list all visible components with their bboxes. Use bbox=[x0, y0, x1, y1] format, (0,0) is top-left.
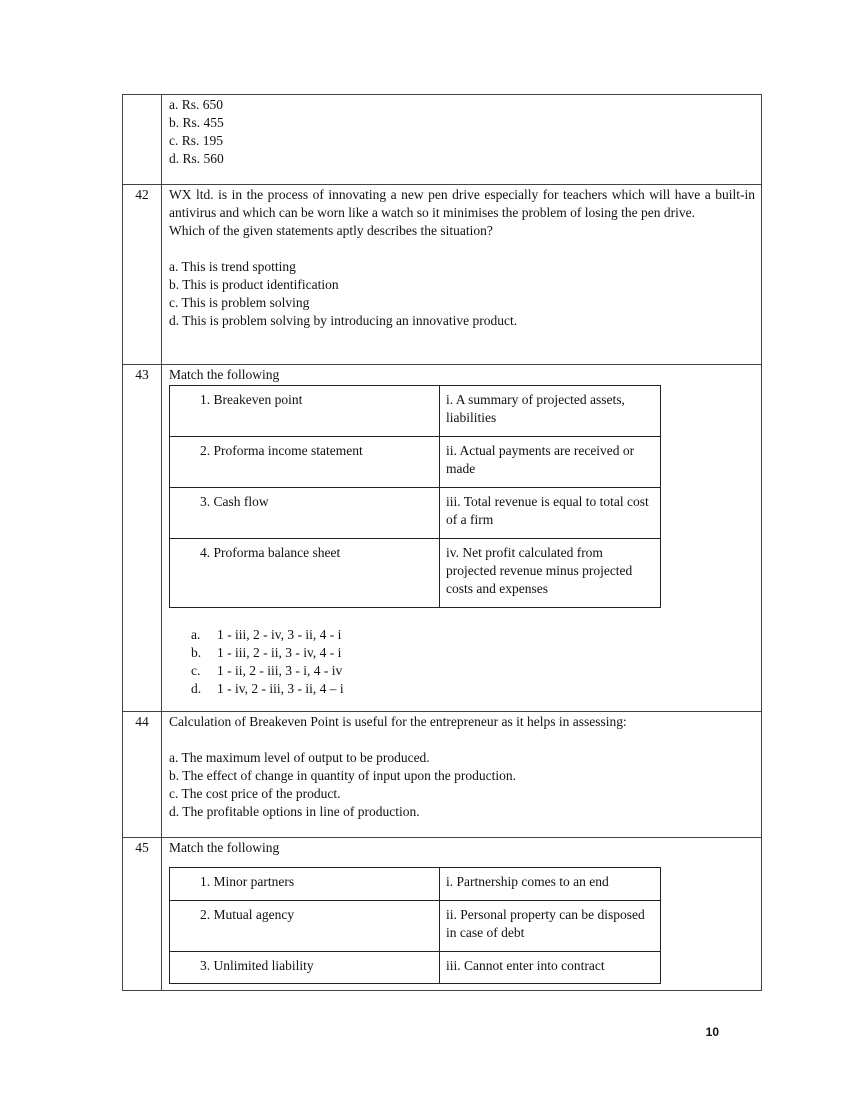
match-left: 2. Mutual agency bbox=[170, 901, 440, 952]
question-table bbox=[122, 94, 762, 991]
question-prompt: Match the following bbox=[169, 840, 280, 855]
option-list bbox=[169, 626, 755, 698]
match-left: 1. Breakeven point bbox=[170, 386, 440, 437]
option: c. This is problem solving bbox=[169, 295, 310, 310]
match-right: iii. Total revenue is equal to total cost of a firm bbox=[440, 488, 661, 539]
match-left: 3. Unlimited liability bbox=[170, 952, 440, 984]
option: c. 1 - ii, 2 - iii, 3 - i, 4 - iv bbox=[191, 663, 343, 678]
option: a. Rs. 650 bbox=[169, 97, 223, 112]
match-row bbox=[170, 386, 661, 437]
question-body bbox=[162, 712, 762, 838]
match-right: iii. Cannot enter into contract bbox=[440, 952, 661, 984]
match-row bbox=[170, 901, 661, 952]
match-left: 1. Minor partners bbox=[170, 868, 440, 901]
question-row-45 bbox=[123, 838, 762, 991]
match-table bbox=[169, 385, 661, 608]
question-row-41 bbox=[123, 95, 762, 185]
option: d. This is problem solving by introducing an innovative product. bbox=[169, 313, 518, 328]
match-left: 4. Proforma balance sheet bbox=[170, 539, 440, 608]
question-text: Calculation of Breakeven Point is useful for the entrepreneur as it helps in assessing: bbox=[169, 714, 627, 729]
option: a. 1 - iii, 2 - iv, 3 - ii, 4 - i bbox=[191, 627, 342, 642]
page-number: 10 bbox=[705, 1025, 719, 1039]
match-row bbox=[170, 437, 661, 488]
match-right: i. Partnership comes to an end bbox=[440, 868, 661, 901]
match-right: i. A summary of projected assets, liabilities bbox=[440, 386, 661, 437]
match-table bbox=[169, 867, 661, 984]
question-row-43 bbox=[123, 365, 762, 712]
question-body bbox=[162, 95, 762, 185]
question-body bbox=[162, 365, 762, 712]
question-number: 44 bbox=[123, 712, 162, 838]
question-number: 42 bbox=[123, 185, 162, 365]
option: d. 1 - iv, 2 - iii, 3 - ii, 4 – i bbox=[191, 681, 344, 696]
match-left: 2. Proforma income statement bbox=[170, 437, 440, 488]
match-row bbox=[170, 488, 661, 539]
option: b. This is product identification bbox=[169, 277, 339, 292]
option: b. 1 - iii, 2 - ii, 3 - iv, 4 - i bbox=[191, 645, 342, 660]
match-left: 3. Cash flow bbox=[170, 488, 440, 539]
match-row bbox=[170, 868, 661, 901]
option: b. The effect of change in quantity of input upon the production. bbox=[169, 768, 517, 783]
match-row bbox=[170, 539, 661, 608]
option: c. Rs. 195 bbox=[169, 133, 223, 148]
question-prompt: Which of the given statements aptly describes the situation? bbox=[169, 223, 493, 238]
question-number: 43 bbox=[123, 365, 162, 712]
match-right: ii. Personal property can be disposed in case of debt bbox=[440, 901, 661, 952]
question-number: 45 bbox=[123, 838, 162, 991]
option: a. The maximum level of output to be produced. bbox=[169, 750, 430, 765]
option: b. Rs. 455 bbox=[169, 115, 224, 130]
question-text: WX ltd. is in the process of innovating a new pen drive especially for teachers which will have a built-in antivirus and which can be worn like a watch so it minimises the problem of losing the pen drive. bbox=[169, 187, 755, 220]
question-body bbox=[162, 185, 762, 365]
question-number bbox=[123, 95, 162, 185]
question-row-44 bbox=[123, 712, 762, 838]
option: a. This is trend spotting bbox=[169, 259, 296, 274]
question-body bbox=[162, 838, 762, 991]
option: c. The cost price of the product. bbox=[169, 786, 341, 801]
match-row bbox=[170, 952, 661, 984]
question-prompt: Match the following bbox=[169, 367, 280, 382]
match-right: ii. Actual payments are received or made bbox=[440, 437, 661, 488]
option: d. Rs. 560 bbox=[169, 151, 224, 166]
question-row-42 bbox=[123, 185, 762, 365]
match-right: iv. Net profit calculated from projected revenue minus projected costs and expenses bbox=[440, 539, 661, 608]
option: d. The profitable options in line of production. bbox=[169, 804, 420, 819]
